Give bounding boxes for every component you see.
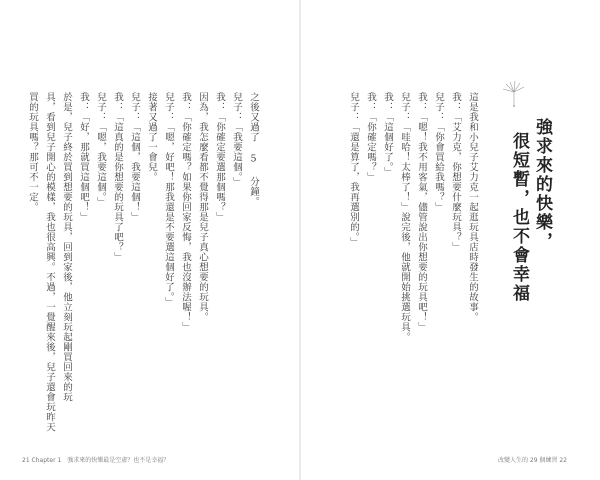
right-col-8: 兒子：「還是算了，我再選別的。」 (348, 92, 359, 248)
right-col-3: 兒子：「你會買給我嗎？」 (433, 92, 444, 212)
right-col-4: 我：「嗯！我不用客氣，儘管說出你想要的玩具吧！」 (416, 92, 427, 332)
right-col-1: 這是我和小兒子艾力克一起逛玩具店時發生的故事。 (467, 92, 478, 322)
right-col-7: 我：「你確定嗎？」 (365, 92, 376, 182)
left-col-2: 兒子：「我要這個。」 (231, 92, 242, 188)
right-col-5: 兒子：「哇哈！太棒了！」說完後，他就開始挑選玩具。 (399, 92, 410, 342)
left-col-4: 因為，我怎麼看都不覺得那是兒子真心想要的玩具。 (197, 92, 208, 322)
left-page-footer: 21 Chapter 1 強求來的快樂最是空虛？也不是幸福？ (22, 457, 170, 464)
left-col-10: 兒子：「嗯，我要這個。」 (95, 92, 106, 208)
left-col-6: 兒子：「嗯，好吧！那我還是不要選這個好了。」 (163, 92, 174, 308)
page-gutter (299, 0, 301, 480)
left-col-14: 買的玩具嗎？那可不一定。 (27, 92, 38, 212)
left-col-5: 我：「你確定嗎？如果你回家反悔，我也沒辦法喔！」 (180, 92, 191, 332)
left-col-9: 我：「這真的是你想要的玩具了吧？」 (112, 92, 123, 262)
chapter-title-line-1: 強求來的快樂， (532, 118, 552, 251)
left-col-1: 之後又過了 5 分鐘。 (248, 92, 259, 207)
left-col-7: 接著又過了一會兒。 (146, 92, 157, 182)
right-col-6: 我：「這個好了。」 (382, 92, 393, 178)
left-col-8: 兒子：「這個，我要這個！」 (129, 92, 140, 222)
chapter-title-line-2: 很短暫，也不會幸福 (509, 132, 529, 303)
left-col-13: 具，看到兒子開心的模樣，我也很高興。不過，一覺醒來後，兒子還會玩昨天 (44, 92, 55, 432)
left-col-11: 我：「好，那就買這個吧！」 (78, 92, 89, 222)
right-col-2: 我：「艾力克，你想要什麼玩具？」 (450, 92, 461, 252)
left-col-3: 我：「你確定要選那個嗎？」 (214, 92, 225, 222)
dandelion-seed-icon (498, 80, 530, 108)
right-page-footer: 改變人生的 29 個練習 22 (498, 457, 567, 464)
left-col-12: 於是，兒子終於買到想要的玩具，回到家後，他立刻玩起剛買回來的玩 (61, 92, 72, 402)
